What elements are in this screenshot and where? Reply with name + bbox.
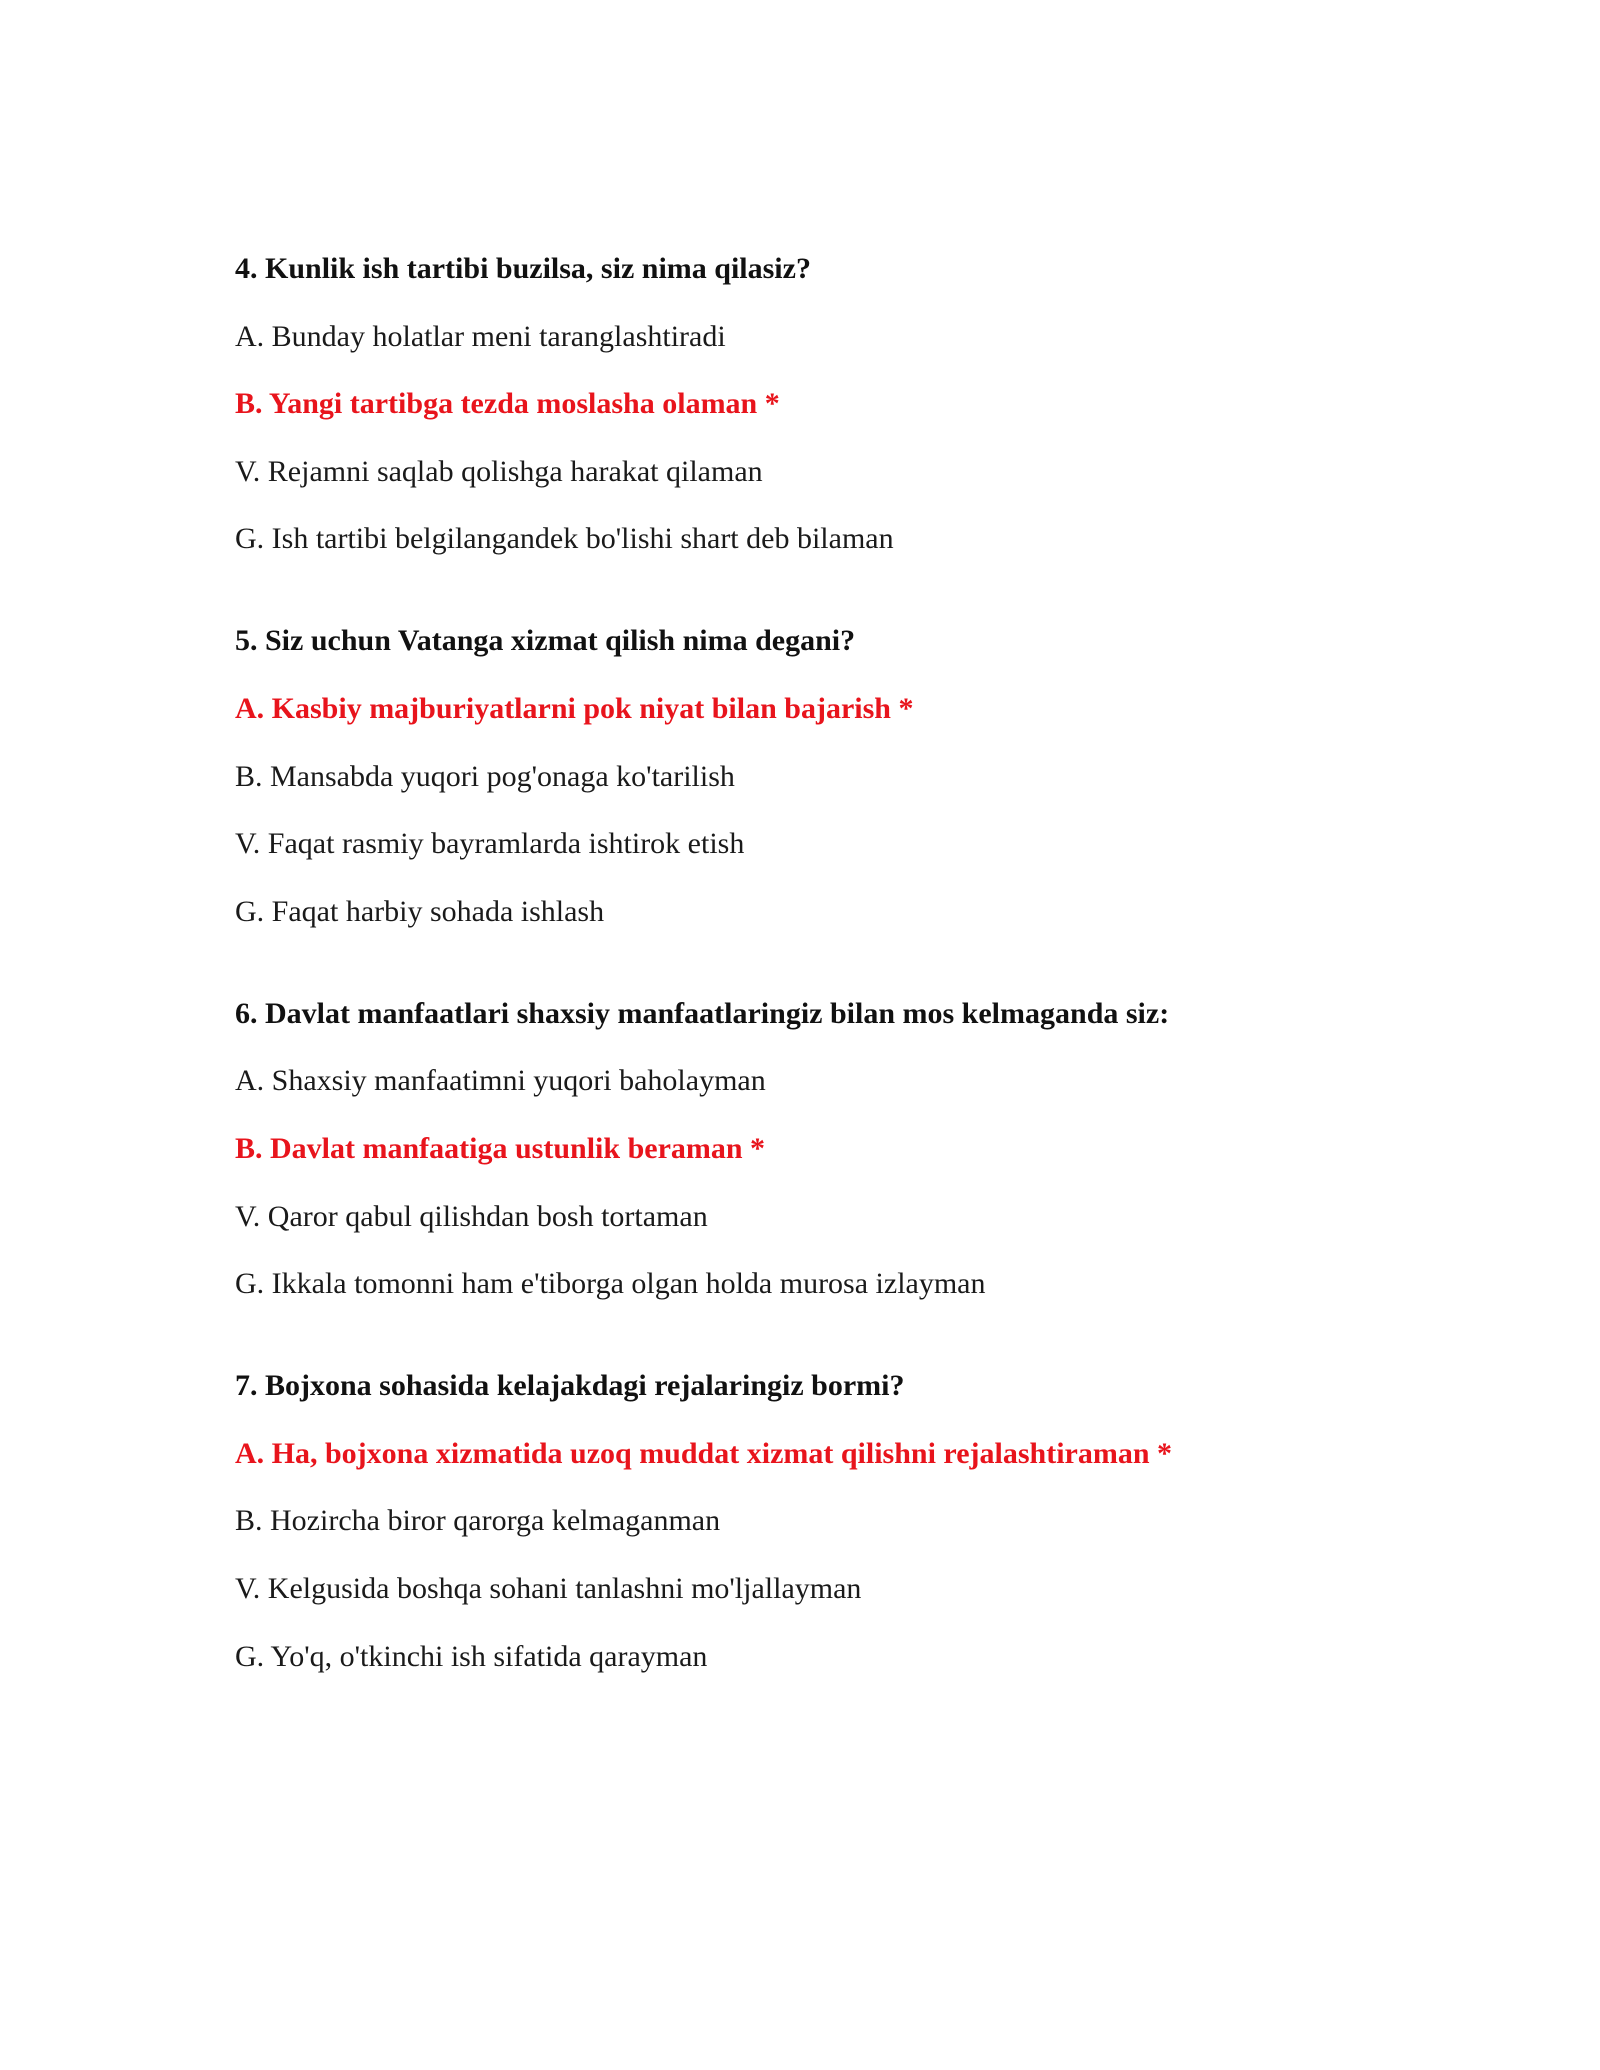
option-v: V. Qaror qabul qilishdan bosh tortaman	[235, 1199, 708, 1233]
option-b: B. Mansabda yuqori pog'onaga ko'tarilish	[235, 759, 735, 793]
question-text: 5. Siz uchun Vatanga xizmat qilish nima degani?	[235, 624, 856, 658]
question-text: 7. Bojxona sohasida kelajakdagi rejalaringiz bormi?	[235, 1369, 905, 1403]
question-7	[235, 1369, 1435, 1673]
option-g: G. Ish tartibi belgilangandek bo'lishi shart deb bilaman	[235, 522, 894, 556]
option-a: A. Shaxsiy manfaatimni yuqori baholayman	[235, 1064, 766, 1098]
option-v: V. Rejamni saqlab qolishga harakat qilaman	[235, 454, 763, 488]
option-g: G. Ikkala tomonni ham e'tiborga olgan holda murosa izlayman	[235, 1267, 986, 1301]
question-list	[235, 252, 1435, 1742]
option-v: V. Kelgusida boshqa sohani tanlashni mo'ljallayman	[235, 1571, 862, 1605]
question-text: 4. Kunlik ish tartibi buzilsa, siz nima qilasiz?	[235, 252, 811, 285]
question-5	[235, 624, 1435, 928]
option-a-correct: A. Ha, bojxona xizmatida uzoq muddat xizmat qilishni rejalashtiraman *	[235, 1436, 1173, 1470]
question-6	[235, 997, 1435, 1301]
question-text: 6. Davlat manfaatlari shaxsiy manfaatlaringiz bilan mos kelmaganda siz:	[235, 996, 1170, 1030]
option-a-correct: A. Kasbiy majburiyatlarni pok niyat bilan bajarish *	[235, 691, 914, 725]
option-g: G. Yo'q, o'tkinchi ish sifatida qarayman	[235, 1639, 708, 1673]
option-a: A. Bunday holatlar meni taranglashtiradi	[235, 319, 726, 353]
option-v: V. Faqat rasmiy bayramlarda ishtirok etish	[235, 827, 745, 861]
option-b-correct: B. Yangi tartibga tezda moslasha olaman *	[235, 387, 780, 421]
option-g: G. Faqat harbiy sohada ishlash	[235, 894, 605, 928]
question-4	[235, 252, 1435, 556]
option-b: B. Hozircha biror qarorga kelmaganman	[235, 1504, 721, 1538]
option-b-correct: B. Davlat manfaatiga ustunlik beraman *	[235, 1131, 766, 1165]
